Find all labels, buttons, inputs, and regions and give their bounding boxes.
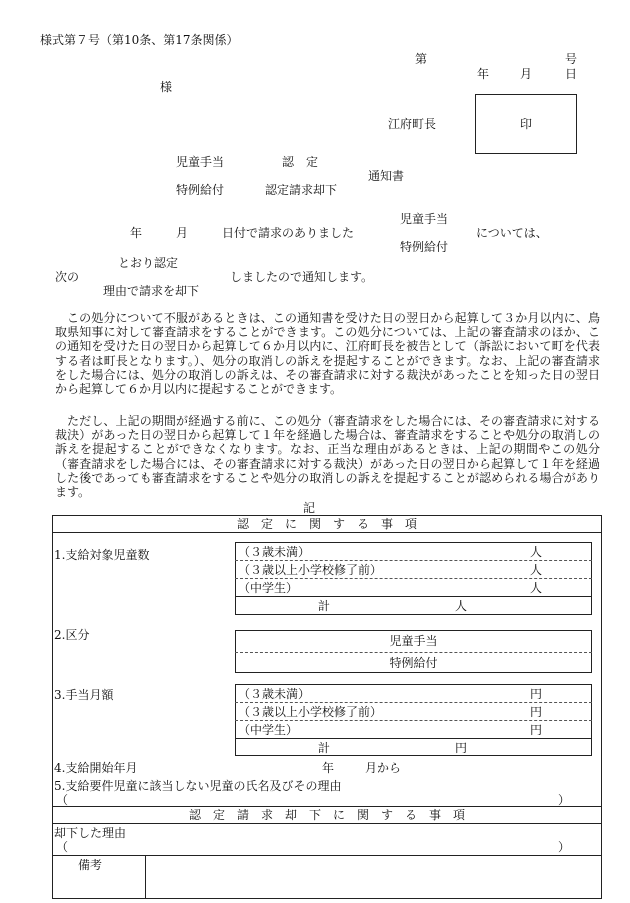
dash-line [235, 652, 592, 653]
item5-paren-open: （ [56, 793, 69, 807]
kyakka-reason-label: 却下した理由 [54, 826, 127, 840]
issuer-name: 江府町長 [388, 117, 437, 131]
doc-number-dai: 第 [415, 52, 428, 66]
kyakka-paren-open: （ [56, 840, 69, 854]
row-divider [52, 806, 602, 807]
date-day: 日 [565, 67, 578, 81]
under3-label: （３歳未満） [238, 545, 311, 559]
start-year: 年 [322, 761, 335, 775]
kubun-tokurei: 特例給付 [389, 656, 438, 670]
body-tsugi: 次の [55, 270, 80, 284]
row-divider [52, 532, 602, 533]
row-divider [52, 823, 602, 824]
title-jido: 児童手当 [176, 155, 225, 169]
body-month: 月 [176, 226, 189, 240]
remarks-label: 備考 [78, 858, 103, 872]
ki-mark: 記 [303, 501, 316, 515]
junior-high-label: （中学生） [238, 581, 299, 595]
body-jido: 児童手当 [400, 212, 449, 226]
date-year: 年 [477, 67, 490, 81]
doc-number-go: 号 [565, 52, 578, 66]
upto-elem-label: （３歳以上小学校修了前） [238, 563, 383, 577]
amt-junior-high-unit: 円 [530, 723, 543, 737]
count-total-label: 計 [318, 599, 331, 613]
appeal-notice-para-1: この処分について不服があるときは、この通知書を受けた日の翌日から起算して３か月以内に、鳥取県知事に対して審査請求をすることができます。この処分については、上記の審査請求のほか、この通知を受けた日の翌日から起算して６か月以内に、江府町長を被告として（訴訟において町を代表する者は町長となります。）、処分の取消しの訴えを提起することができます。なお、上記の審査請求をした場合には、処分の取消しの訴えは、その審査請求に対する裁決があったことを知った日の翌日から起算して６か月以内に提起することができます。 [55, 311, 600, 397]
item1-label: 1.支給対象児童数 [54, 548, 150, 562]
body-tokurei: 特例給付 [400, 240, 449, 254]
remarks-divider [145, 855, 146, 899]
title-tsuchisho: 通知書 [368, 169, 405, 183]
form-number: 様式第７号（第10条、第17条関係） [40, 33, 239, 47]
title-nintei: 認 定 [282, 155, 319, 169]
start-month: 月から [365, 761, 402, 775]
item3-label: 3.手当月額 [54, 688, 114, 702]
row-divider [52, 855, 602, 856]
kubun-jido: 児童手当 [389, 634, 438, 648]
item2-label: 2.区分 [54, 628, 90, 642]
amt-junior-high-label: （中学生） [238, 723, 299, 737]
sum-divider [235, 738, 592, 739]
kyakka-paren-close: ） [558, 840, 571, 854]
junior-high-unit: 人 [530, 581, 543, 595]
item4-label: 4.支給開始年月 [54, 761, 138, 775]
header-kyakka-matters: 認 定 請 求 却 下 に 関 す る 事 項 [188, 808, 465, 822]
seal-mark: 印 [519, 117, 532, 131]
header-nintei-matters: 認 定 に 関 す る 事 項 [236, 517, 417, 531]
title-kyakka: 認定請求却下 [265, 183, 338, 197]
item5-label: 5.支給要件児童に該当しない児童の氏名及びその理由 [54, 779, 342, 793]
dash-line [235, 702, 592, 703]
amt-total-label: 計 [318, 741, 331, 755]
addressee-sama: 様 [160, 80, 173, 94]
amt-total-unit: 円 [455, 741, 468, 755]
body-riyu-kyakka: 理由で請求を却下 [103, 284, 200, 298]
seal-box [475, 94, 577, 154]
body-tsuchi: しましたので通知します。 [230, 270, 374, 284]
body-date-claim: 日付で請求のありました [222, 226, 355, 240]
amt-under3-label: （３歳未満） [238, 687, 311, 701]
upto-elem-unit: 人 [530, 563, 543, 577]
amt-upto-elem-unit: 円 [530, 705, 543, 719]
sum-divider [235, 596, 592, 597]
dash-line [235, 578, 592, 579]
dash-line [235, 560, 592, 561]
date-month: 月 [520, 67, 533, 81]
under3-unit: 人 [530, 545, 543, 559]
amt-under3-unit: 円 [530, 687, 543, 701]
body-year: 年 [130, 226, 143, 240]
amt-upto-elem-label: （３歳以上小学校修了前） [238, 705, 383, 719]
count-total-unit: 人 [455, 599, 468, 613]
body-nitsuite: については、 [476, 226, 548, 240]
item5-paren-close: ） [558, 793, 571, 807]
dash-line [235, 720, 592, 721]
title-tokurei: 特例給付 [176, 183, 225, 197]
body-tori-nintei: とおり認定 [118, 256, 179, 270]
appeal-notice-para-2: ただし、上記の期間が経過する前に、この処分（審査請求をした場合には、その審査請求に対する裁決）があった日の翌日から起算して１年を経過した場合は、審査請求をすることや処分の取消しの訴えを提起することができなくなります。なお、正当な理由があるときは、上記の期間やこの処分（審査請求をした場合には、その審査請求に対する裁決）があった日の翌日から起算して１年を経過した後であっても審査請求をすることや処分の取消しの訴えを提起することが認められる場合があります。 [55, 414, 600, 500]
